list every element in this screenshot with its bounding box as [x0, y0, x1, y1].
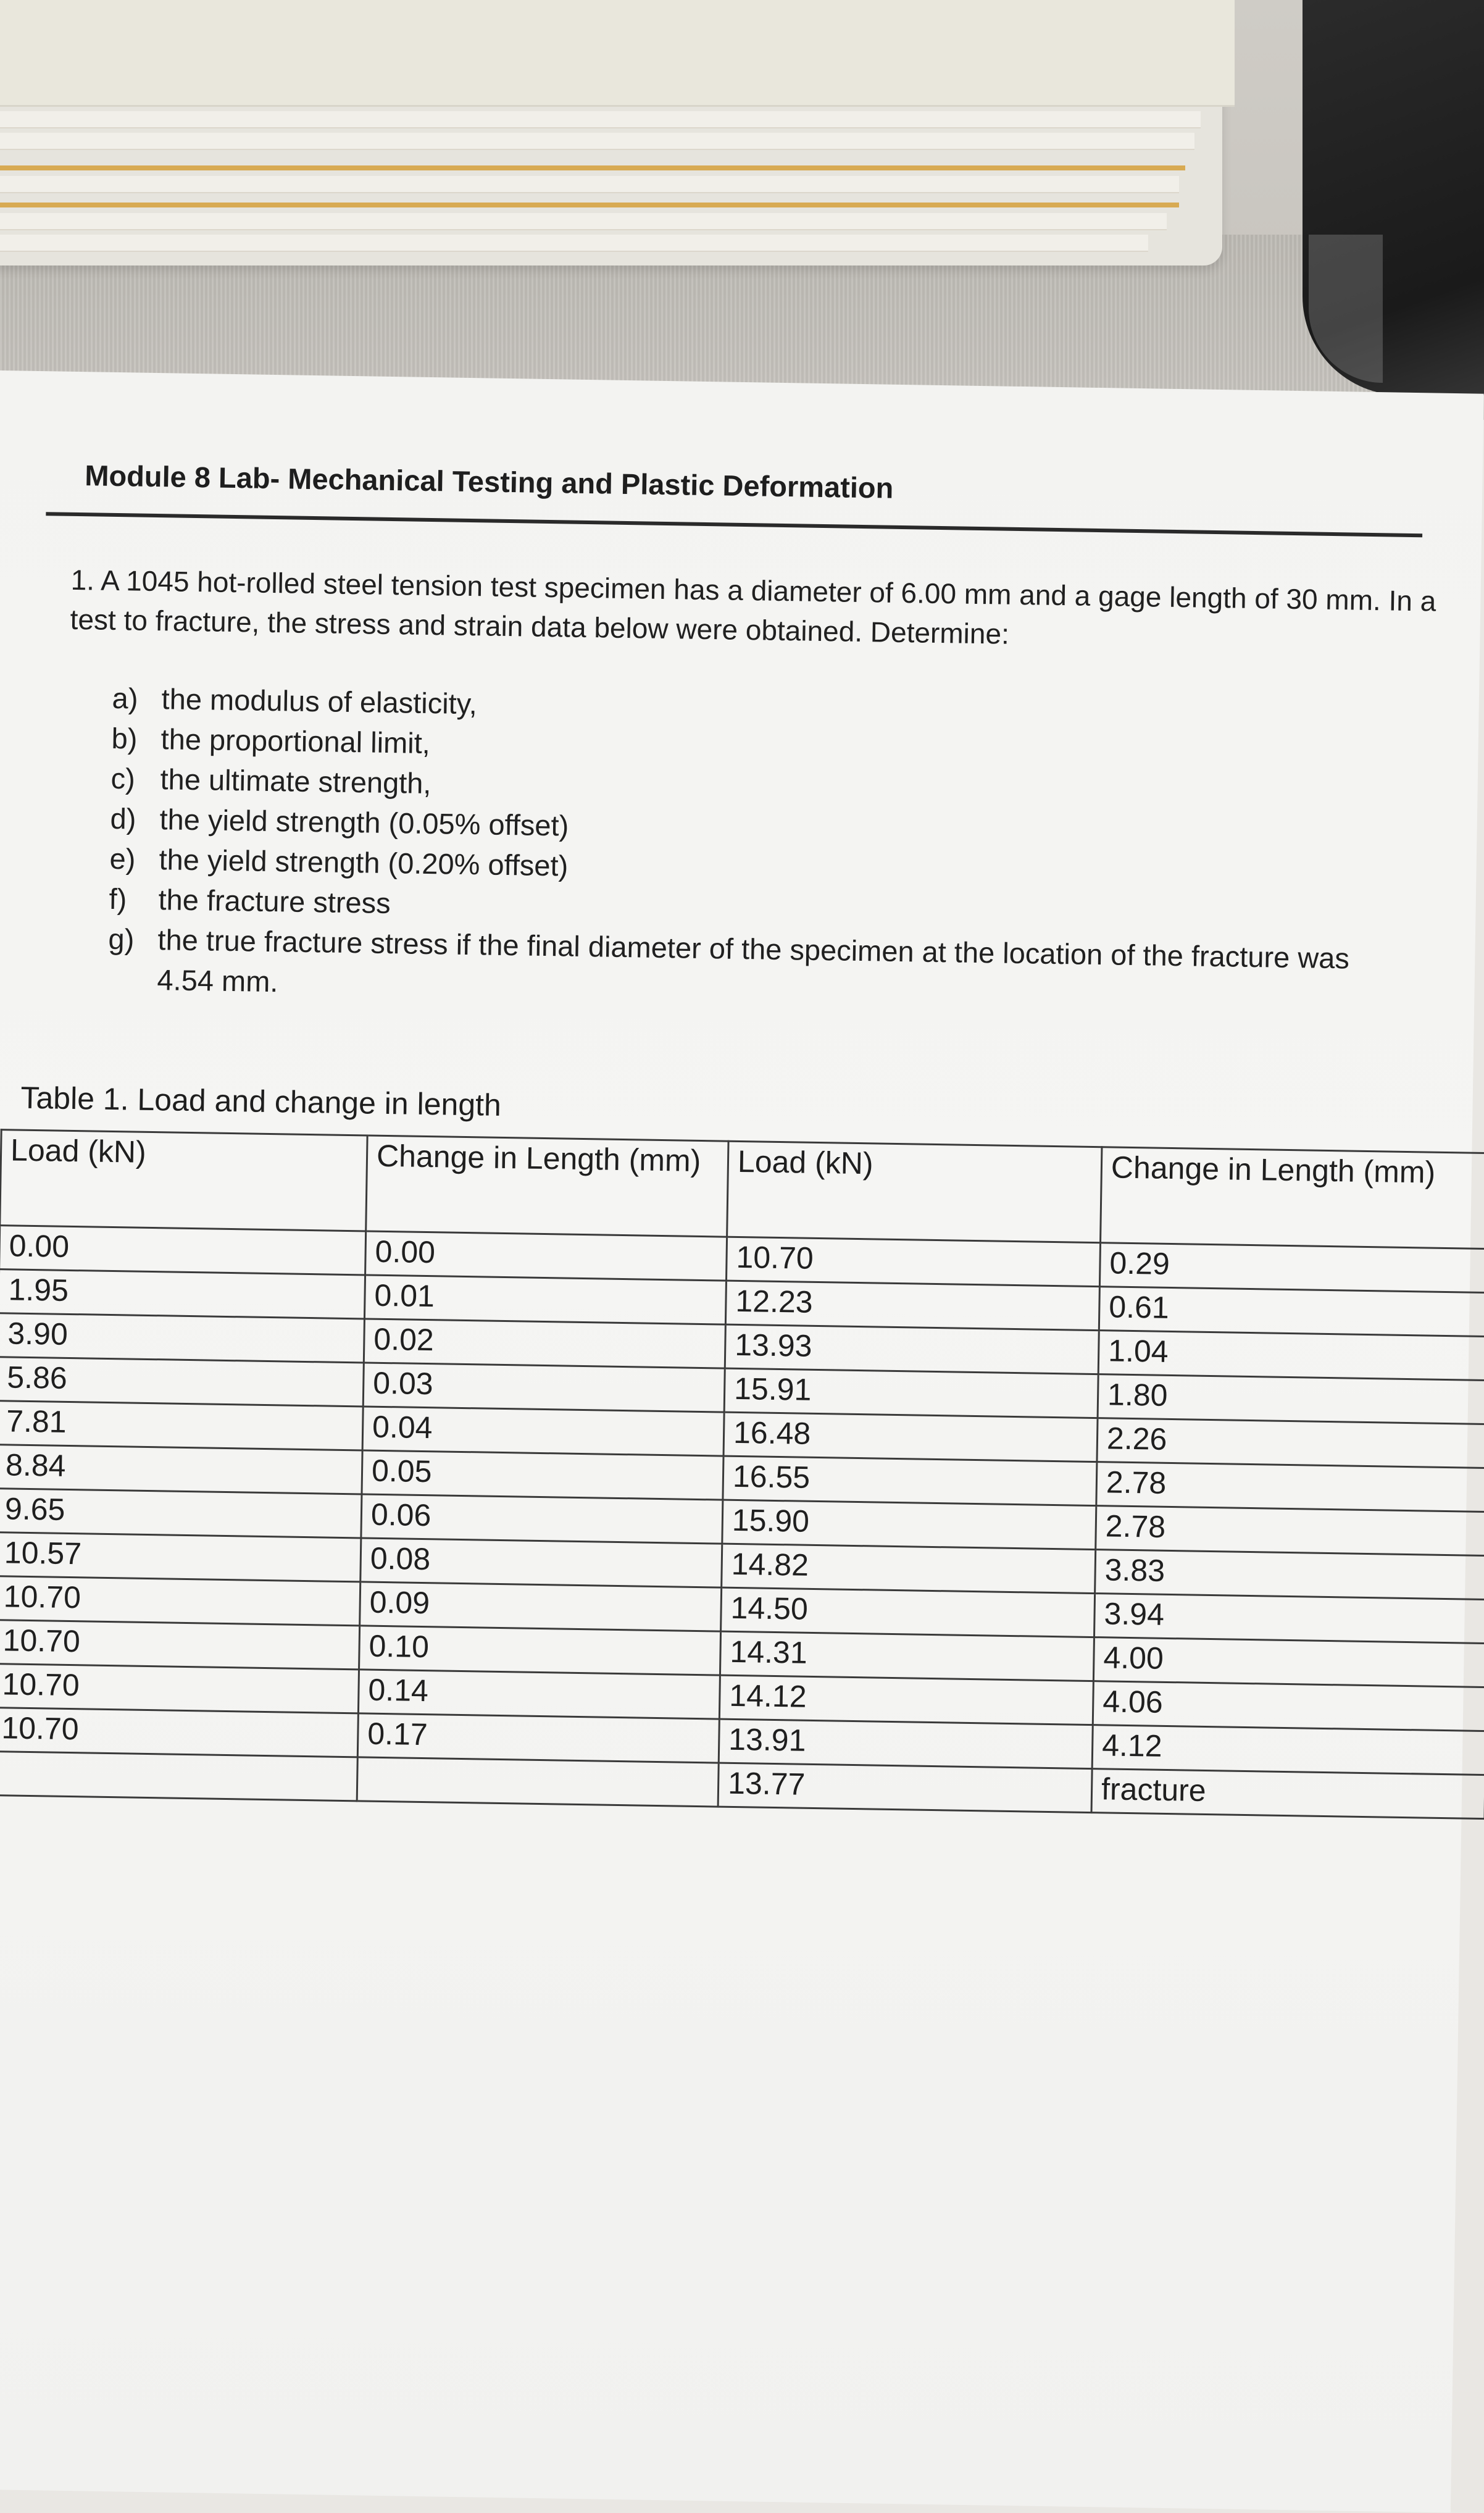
dark-device-corner [1303, 0, 1484, 395]
table-cell: 0.00 [365, 1231, 727, 1281]
question-letter: d) [110, 801, 136, 835]
table-cell: 0.04 [362, 1407, 724, 1456]
paper-stack-layer [0, 176, 1179, 193]
table-cell: 13.77 [718, 1763, 1092, 1812]
table-cell: 14.50 [721, 1587, 1095, 1637]
header-change-in-length: Change in Length (mm) [1101, 1147, 1484, 1249]
paper-stack-layer [0, 213, 1167, 230]
question-text: the proportional limit, [160, 722, 431, 760]
table-cell [357, 1757, 719, 1807]
question-letter: e) [109, 842, 136, 876]
question-text: the modulus of elasticity, [161, 682, 478, 721]
title-underline [46, 512, 1422, 537]
table-cell: 0.14 [358, 1670, 720, 1719]
table-cell: 0.61 [1099, 1287, 1484, 1337]
table-cell: 4.06 [1093, 1681, 1484, 1731]
question-list [107, 678, 1409, 1019]
table-cell: 0.17 [357, 1713, 719, 1763]
table-cell: 15.90 [722, 1500, 1096, 1549]
paper-stack-gold-edge [0, 165, 1185, 170]
table-cell: fracture [1091, 1769, 1484, 1819]
table-cell: 1.95 [0, 1269, 365, 1319]
question-text: the yield strength (0.05% offset) [159, 803, 569, 842]
table-cell: 9.65 [0, 1489, 362, 1538]
table-cell: 0.01 [364, 1275, 726, 1324]
table-body [0, 1226, 1484, 1819]
table-cell: 12.23 [725, 1281, 1099, 1330]
question-text: the true fracture stress if the final diameter of the specimen at the location of the fracture was 4.54 mm. [157, 923, 1350, 998]
paper-stack-gold-edge [0, 203, 1179, 207]
question-letter: b) [111, 721, 138, 755]
table-cell: 13.93 [725, 1324, 1099, 1374]
problem-statement: 1. A 1045 hot-rolled steel tension test specimen has a diameter of 6.00 mm and a gage length of 30 mm. In a test to fracture, the stress and strain data below were obtained. Determine: [70, 563, 1436, 650]
question-letter: a) [112, 681, 138, 715]
table-cell: 16.48 [723, 1412, 1098, 1461]
table-cell: 3.94 [1094, 1594, 1484, 1644]
table-cell: 14.82 [722, 1544, 1096, 1593]
table-cell: 8.84 [0, 1445, 362, 1494]
paper-stack-layer [0, 133, 1194, 150]
table-caption: Table 1. Load and change in length [20, 1080, 502, 1123]
table-cell: 4.00 [1093, 1637, 1484, 1687]
worksheet [0, 370, 1484, 2512]
table-cell: 2.78 [1096, 1506, 1484, 1556]
table-cell: 16.55 [723, 1456, 1097, 1505]
table-cell: 3.90 [0, 1313, 364, 1363]
table-cell: 1.80 [1098, 1374, 1484, 1424]
table-cell: 10.70 [726, 1237, 1100, 1286]
question-letter: f) [109, 882, 127, 916]
question-text: the fracture stress [158, 883, 391, 920]
table-cell: 10.70 [0, 1576, 361, 1626]
table-cell: 0.00 [0, 1226, 366, 1275]
question-text: the ultimate strength, [160, 763, 431, 800]
paper-stack [0, 0, 1222, 266]
header-change-in-length: Change in Length (mm) [366, 1135, 728, 1237]
table-cell: 2.26 [1097, 1418, 1484, 1468]
table-cell: 0.10 [359, 1626, 721, 1675]
data-table-wrapper [0, 1129, 1484, 1820]
table-cell: 2.78 [1096, 1462, 1484, 1512]
table-cell: 0.06 [361, 1494, 723, 1544]
table-cell: 5.86 [0, 1357, 364, 1407]
paper-stack-layer [0, 235, 1148, 252]
paper-stack-layer [0, 111, 1201, 128]
table-cell: 0.29 [1099, 1243, 1484, 1293]
table-cell: 10.70 [0, 1708, 358, 1757]
paper-stack-top-sheet [0, 0, 1235, 107]
question-letter: g) [108, 922, 135, 956]
table-cell: 7.81 [0, 1401, 363, 1450]
question-text: the yield strength (0.20% offset) [159, 843, 569, 882]
table-cell: 0.03 [363, 1363, 725, 1412]
page-title: Module 8 Lab- Mechanical Testing and Plastic Deformation [84, 459, 894, 504]
table-cell: 14.12 [719, 1675, 1093, 1725]
table-cell: 14.31 [720, 1631, 1094, 1681]
table-cell: 15.91 [724, 1368, 1098, 1418]
table-cell: 13.91 [719, 1719, 1093, 1768]
table-cell: 10.70 [0, 1620, 360, 1670]
table-cell: 10.70 [0, 1664, 359, 1713]
header-load: Load (kN) [727, 1141, 1102, 1242]
table-cell: 10.57 [0, 1532, 361, 1582]
table-cell: 0.05 [362, 1450, 723, 1500]
table-cell: 0.09 [360, 1582, 722, 1631]
table-cell: 1.04 [1098, 1331, 1484, 1381]
table-cell [0, 1752, 357, 1801]
table-cell: 0.08 [361, 1538, 722, 1587]
table-cell: 4.12 [1092, 1725, 1484, 1775]
load-length-table [0, 1129, 1484, 1820]
header-load: Load (kN) [0, 1130, 367, 1231]
table-cell: 0.02 [364, 1319, 725, 1368]
question-letter: c) [110, 761, 136, 795]
table-cell: 3.83 [1095, 1550, 1484, 1600]
